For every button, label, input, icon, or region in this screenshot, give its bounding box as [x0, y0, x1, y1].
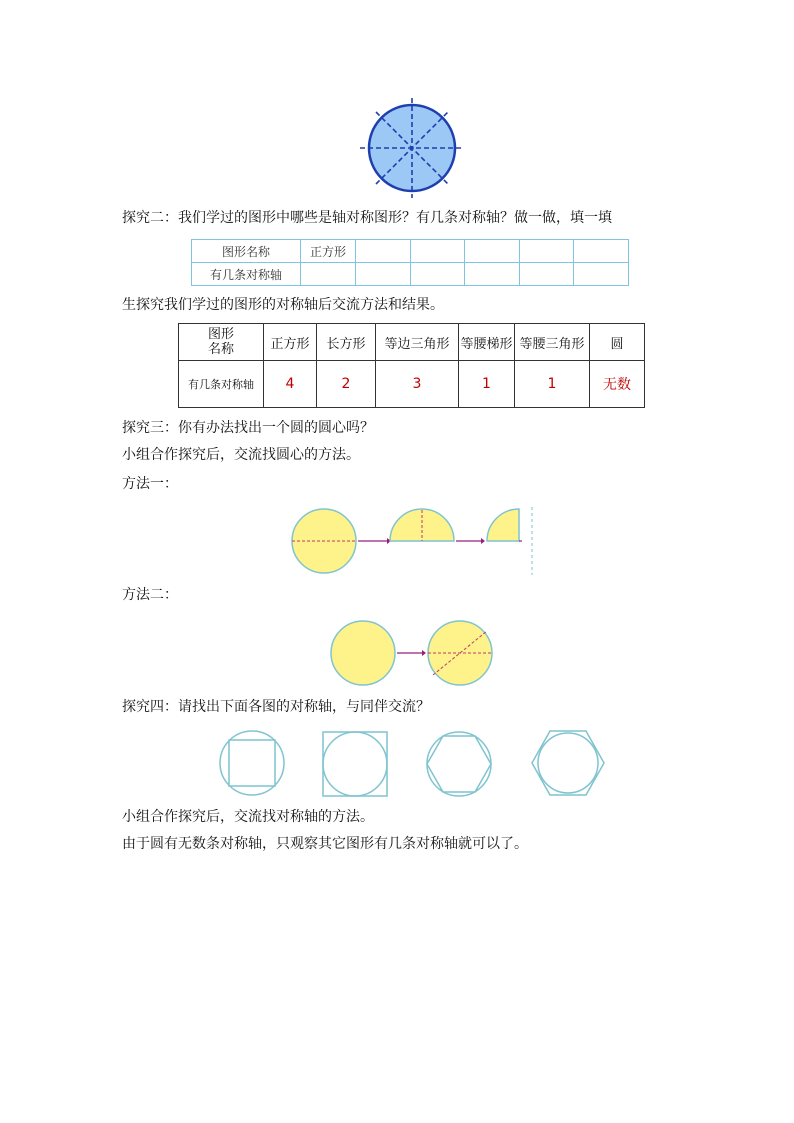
- table-row: [179, 361, 645, 408]
- table-row: [192, 263, 629, 286]
- table-cell[interactable]: [574, 240, 629, 263]
- explore3-group: 小组合作探究后，交流找圆心的方法。: [122, 447, 360, 463]
- square-in-circle-figure: [218, 728, 288, 798]
- explore4-group: 小组合作探究后，交流找对称轴的方法。: [122, 809, 374, 825]
- answer-table: [178, 323, 645, 408]
- table-header-cell: 图形 名称: [179, 324, 264, 361]
- table-cell: 正方形: [301, 240, 356, 263]
- table-cell[interactable]: [356, 263, 411, 286]
- circle-in-square-figure: [320, 728, 390, 798]
- conclusion: 由于圆有无数条对称轴，只观察其它图形有几条对称轴就可以了。: [122, 836, 528, 852]
- arrow-head-icon: [481, 538, 485, 544]
- table-header-cell: 等腰梯形: [459, 324, 515, 361]
- table-cell: 图形名称: [192, 240, 301, 263]
- table-cell: 1: [459, 361, 515, 408]
- table-header-cell: 圆: [590, 324, 645, 361]
- method1-figure: [290, 507, 540, 577]
- arrow-head-icon: [422, 650, 426, 656]
- table-cell[interactable]: [301, 263, 356, 286]
- yellow-quarter-circle: [487, 509, 519, 541]
- table-cell[interactable]: [574, 263, 629, 286]
- table-row: [192, 240, 629, 263]
- table-header-cell: 长方形: [317, 324, 376, 361]
- table-cell[interactable]: [410, 263, 465, 286]
- hexagon-in-circle-figure: [424, 728, 494, 798]
- explore2-prompt: 探究二：我们学过的图形中哪些是轴对称图形？有几条对称轴？做一做，填一填: [122, 210, 612, 226]
- circle-symmetry-figure: [352, 98, 472, 208]
- circle-in-hexagon-figure: [531, 728, 607, 798]
- table-cell[interactable]: [519, 240, 574, 263]
- table-cell[interactable]: [356, 240, 411, 263]
- table-cell[interactable]: [465, 240, 520, 263]
- table-cell[interactable]: [465, 263, 520, 286]
- method1-label: 方法一：: [122, 476, 178, 492]
- table-cell: 有几条对称轴: [179, 361, 264, 408]
- explore2-result: 生探究我们学过的图形的对称轴后交流方法和结果。: [122, 297, 444, 313]
- table-cell: 4: [264, 361, 317, 408]
- table-header-cell: 等腰三角形: [515, 324, 590, 361]
- fill-in-table: [191, 239, 629, 286]
- table-cell: 1: [515, 361, 590, 408]
- method2-figure: [330, 620, 500, 690]
- table-cell: 有几条对称轴: [192, 263, 301, 286]
- explore3-prompt: 探究三：你有办法找出一个圆的圆心吗？: [122, 420, 374, 436]
- table-cell: 3: [376, 361, 459, 408]
- table-row: [179, 324, 645, 361]
- explore4-prompt: 探究四：请找出下面各图的对称轴，与同伴交流？: [122, 699, 430, 715]
- method2-label: 方法二：: [122, 587, 178, 603]
- table-cell[interactable]: [410, 240, 465, 263]
- table-cell: 无数: [590, 361, 645, 408]
- table-header-cell: 正方形: [264, 324, 317, 361]
- table-cell: 2: [317, 361, 376, 408]
- table-header-cell: 等边三角形: [376, 324, 459, 361]
- yellow-circle: [331, 621, 395, 685]
- table-cell[interactable]: [519, 263, 574, 286]
